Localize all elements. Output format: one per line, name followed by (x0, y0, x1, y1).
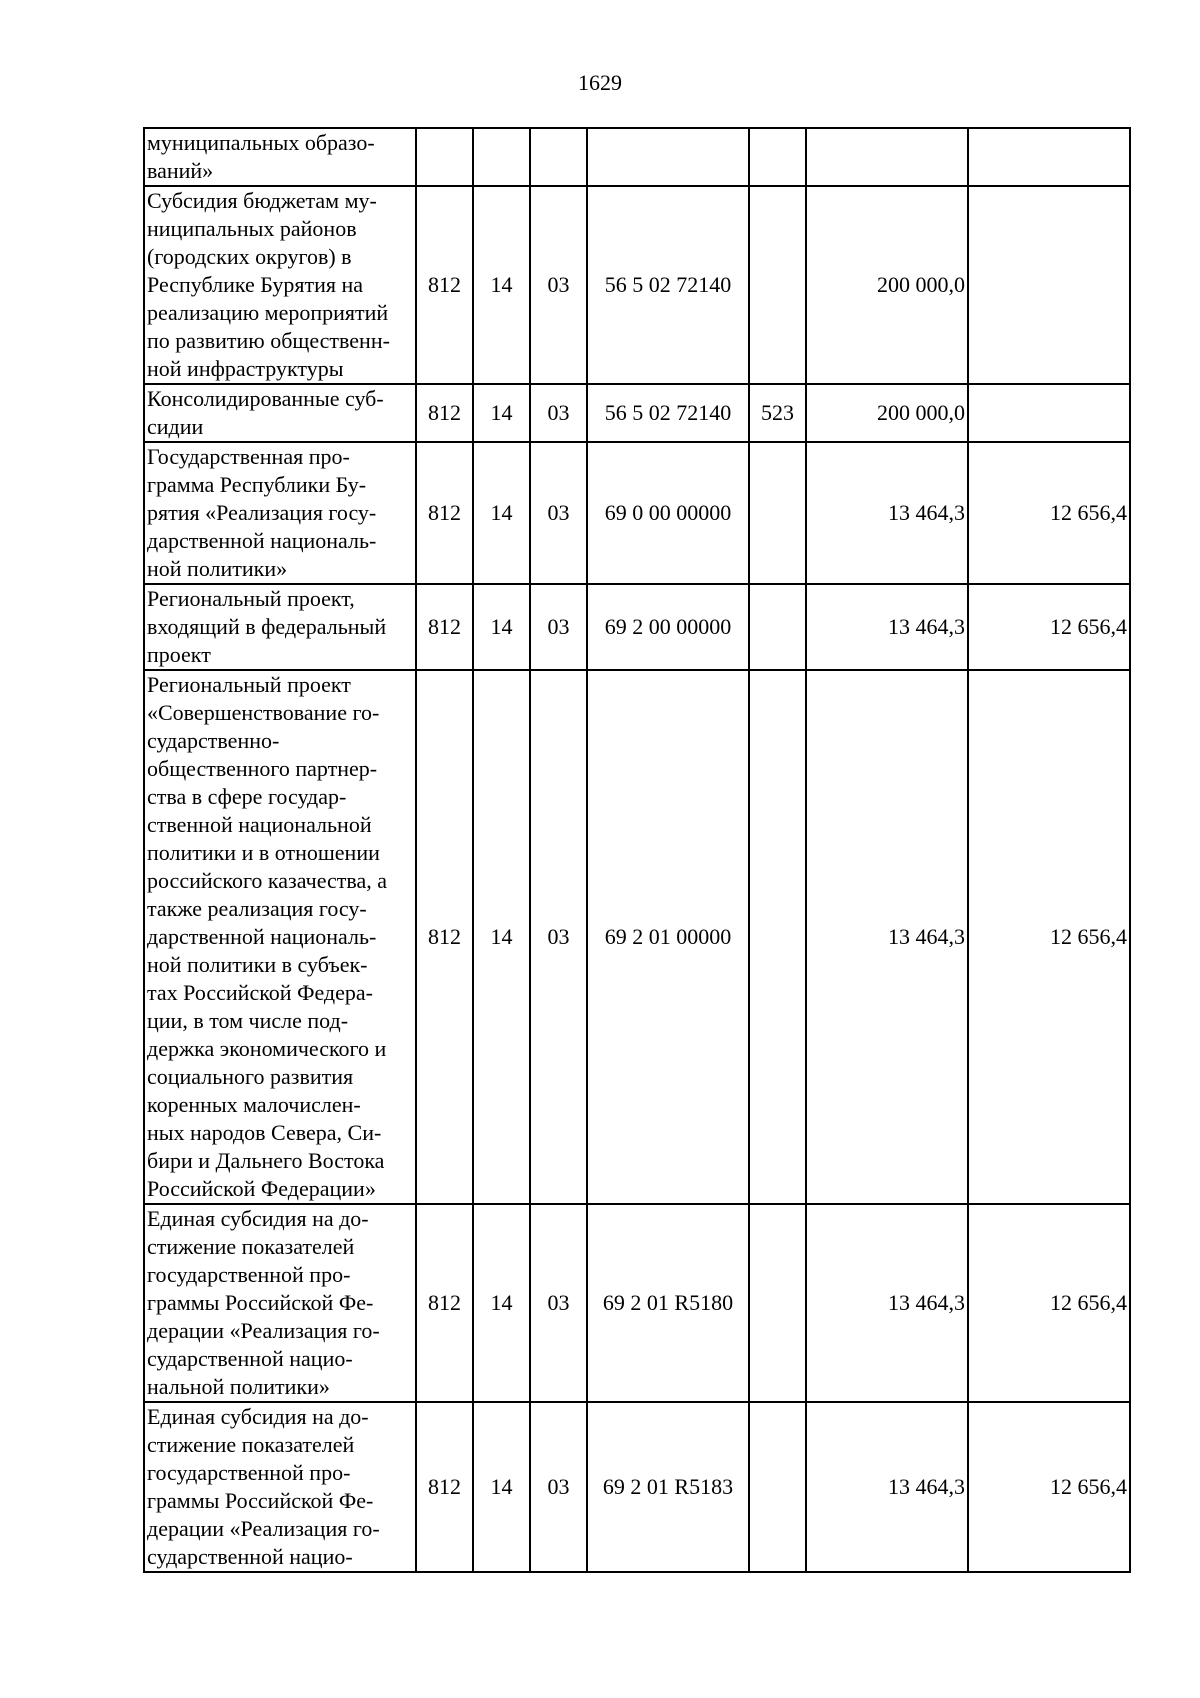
item-name-line: общественного партнер- (147, 756, 378, 781)
item-name-line: сидии (147, 414, 204, 439)
subsection-code-cell: 03 (530, 584, 587, 670)
item-name-line: реализацию мероприятий (147, 300, 389, 325)
item-name-line: граммы Российской Фе- (147, 1290, 374, 1315)
item-name-line: сударственной нацио- (147, 1544, 353, 1569)
amount-year1-cell (806, 128, 968, 186)
item-name-line: коренных малочислен- (147, 1092, 361, 1117)
item-name-line: государственной про- (147, 1460, 351, 1485)
amount-year1-cell: 13 464,3 (806, 584, 968, 670)
target-article-cell: 69 0 00 00000 (587, 442, 749, 584)
item-name-line: российского казачества, а (147, 868, 388, 893)
expense-type-cell (749, 442, 806, 584)
item-name-line: социального развития (147, 1064, 354, 1089)
subsection-code-cell (530, 128, 587, 186)
item-name-line: Государственная про- (147, 444, 350, 469)
section-code-cell (473, 128, 530, 186)
item-name-cell (144, 186, 416, 384)
item-name-line: политики и в отношении (147, 840, 380, 865)
item-name-line: ной инфраструктуры (147, 356, 344, 381)
item-name-cell (144, 584, 416, 670)
amount-year1-cell: 200 000,0 (806, 384, 968, 442)
item-name-line: ных народов Севера, Си- (147, 1120, 382, 1145)
item-name-line: Региональный проект (147, 672, 351, 697)
ministry-code-cell: 812 (416, 1402, 473, 1572)
item-name-line: рятия «Реализация госу- (147, 500, 377, 525)
table-row (144, 442, 1130, 584)
expense-type-cell (749, 186, 806, 384)
section-code-cell: 14 (473, 1402, 530, 1572)
item-name-line: стижение показателей (147, 1234, 355, 1259)
table-body (144, 128, 1130, 1572)
target-article-cell: 69 2 01 R5180 (587, 1204, 749, 1402)
expense-type-cell (749, 128, 806, 186)
item-name-line: сударственной нацио- (147, 1346, 353, 1371)
table-row (144, 1402, 1130, 1572)
item-name-line: ства в сфере государ- (147, 784, 347, 809)
ministry-code-cell: 812 (416, 442, 473, 584)
target-article-cell: 56 5 02 72140 (587, 186, 749, 384)
item-name-line: Единая субсидия на до- (147, 1404, 369, 1429)
table-row (144, 128, 1130, 186)
subsection-code-cell: 03 (530, 1204, 587, 1402)
ministry-code-cell: 812 (416, 1204, 473, 1402)
expense-type-cell (749, 1402, 806, 1572)
item-name-line: входящий в федеральный (147, 614, 387, 639)
page-number: 1629 (578, 70, 622, 95)
expense-type-cell (749, 670, 806, 1204)
item-name-line: Российской Федерации» (147, 1176, 376, 1201)
amount-year2-cell (968, 128, 1130, 186)
amount-year2-cell: 12 656,4 (968, 1402, 1130, 1572)
subsection-code-cell: 03 (530, 1402, 587, 1572)
item-name-line: бири и Дальнего Востока (147, 1148, 385, 1173)
item-name-cell (144, 1204, 416, 1402)
section-code-cell: 14 (473, 384, 530, 442)
item-name-line: ваний» (147, 158, 214, 183)
expense-type-cell (749, 584, 806, 670)
amount-year2-cell: 12 656,4 (968, 670, 1130, 1204)
item-name-line: также реализация госу- (147, 896, 367, 921)
item-name-line: ной политики в субъек- (147, 952, 368, 977)
item-name-cell (144, 128, 416, 186)
amount-year2-cell (968, 384, 1130, 442)
section-code-cell: 14 (473, 1204, 530, 1402)
item-name-line: Республике Бурятия на (147, 272, 364, 297)
ministry-code-cell: 812 (416, 186, 473, 384)
item-name-line: ции, в том числе под- (147, 1008, 349, 1033)
item-name-line: по развитию общественн- (147, 328, 390, 353)
item-name-line: ниципальных районов (147, 216, 357, 241)
amount-year2-cell: 12 656,4 (968, 1204, 1130, 1402)
item-name-line: государственной про- (147, 1262, 351, 1287)
item-name-line: Региональный проект, (147, 586, 355, 611)
target-article-cell: 56 5 02 72140 (587, 384, 749, 442)
subsection-code-cell: 03 (530, 186, 587, 384)
amount-year2-cell: 12 656,4 (968, 584, 1130, 670)
item-name-cell (144, 384, 416, 442)
item-name-line: ственной национальной (147, 812, 372, 837)
amount-year1-cell: 13 464,3 (806, 670, 968, 1204)
expense-type-cell: 523 (749, 384, 806, 442)
section-code-cell: 14 (473, 442, 530, 584)
item-name-line: муниципальных образо- (147, 130, 375, 155)
target-article-cell: 69 2 00 00000 (587, 584, 749, 670)
item-name-line: проект (147, 642, 211, 667)
item-name-line: (городских округов) в (147, 244, 352, 269)
ministry-code-cell: 812 (416, 384, 473, 442)
section-code-cell: 14 (473, 186, 530, 384)
item-name-line: граммы Российской Фе- (147, 1488, 374, 1513)
table-row (144, 670, 1130, 1204)
ministry-code-cell (416, 128, 473, 186)
item-name-line: сударственно- (147, 728, 280, 753)
target-article-cell: 69 2 01 00000 (587, 670, 749, 1204)
target-article-cell: 69 2 01 R5183 (587, 1402, 749, 1572)
item-name-cell (144, 1402, 416, 1572)
table-row (144, 1204, 1130, 1402)
target-article-cell (587, 128, 749, 186)
table-row (144, 186, 1130, 384)
section-code-cell: 14 (473, 670, 530, 1204)
expense-type-cell (749, 1204, 806, 1402)
item-name-line: тах Российской Федера- (147, 980, 373, 1005)
item-name-line: держка экономического и (147, 1036, 387, 1061)
amount-year2-cell: 12 656,4 (968, 442, 1130, 584)
subsection-code-cell: 03 (530, 670, 587, 1204)
subsection-code-cell: 03 (530, 384, 587, 442)
item-name-line: грамма Республики Бу- (147, 472, 367, 497)
item-name-cell (144, 442, 416, 584)
item-name-line: «Совершенствование го- (147, 700, 380, 725)
amount-year1-cell: 13 464,3 (806, 1402, 968, 1572)
ministry-code-cell: 812 (416, 584, 473, 670)
item-name-line: дерации «Реализация го- (147, 1318, 380, 1343)
amount-year1-cell: 13 464,3 (806, 442, 968, 584)
table-row (144, 384, 1130, 442)
item-name-line: Субсидия бюджетам му- (147, 188, 377, 213)
item-name-line: ной политики» (147, 556, 288, 581)
item-name-line: стижение показателей (147, 1432, 355, 1457)
amount-year1-cell: 13 464,3 (806, 1204, 968, 1402)
item-name-line: дерации «Реализация го- (147, 1516, 380, 1541)
item-name-line: дарственной националь- (147, 528, 377, 553)
item-name-line: дарственной националь- (147, 924, 377, 949)
item-name-line: Единая субсидия на до- (147, 1206, 369, 1231)
table-row (144, 584, 1130, 670)
item-name-line: нальной политики» (147, 1374, 330, 1399)
item-name-cell (144, 670, 416, 1204)
subsection-code-cell: 03 (530, 442, 587, 584)
amount-year2-cell (968, 186, 1130, 384)
amount-year1-cell: 200 000,0 (806, 186, 968, 384)
item-name-line: Консолидированные суб- (147, 386, 384, 411)
budget-table (143, 127, 1131, 1573)
ministry-code-cell: 812 (416, 670, 473, 1204)
section-code-cell: 14 (473, 584, 530, 670)
